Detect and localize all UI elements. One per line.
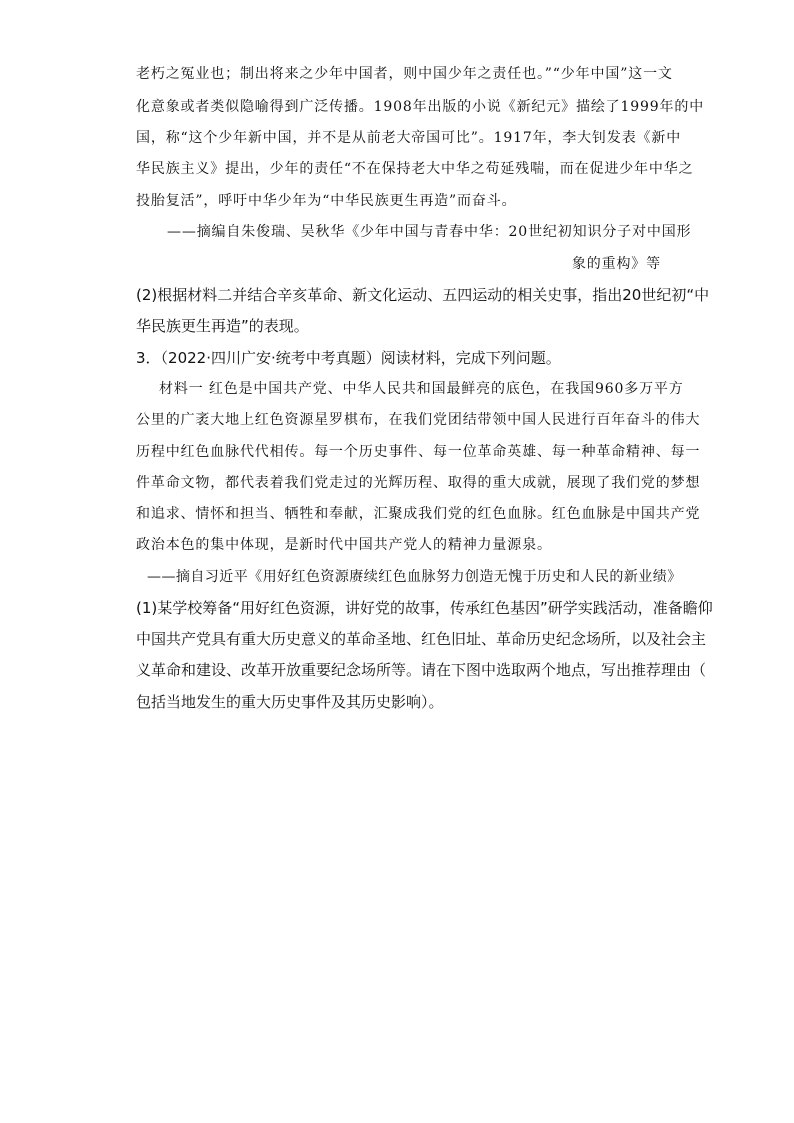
material-one-line: 和追求、情怀和担当、牺牲和奉献，汇聚成我们党的红色血脉。红色血脉是中国共产党 xyxy=(136,506,701,522)
material-two-line: 老朽之冤业也；制出将来之少年中国者，则中国少年之责任也。”“少年中国”这一文 xyxy=(136,66,673,82)
sub-question-one-line: 包括当地发生的重大历史事件及其历史影响）。 xyxy=(136,693,444,711)
sub-question-one-line: (1)某学校筹备“用好红色资源，讲好党的故事，传承红色基因”研学实践活动，准备瞻仰 xyxy=(136,599,713,617)
material-one-line: 件革命文物，都代表着我们党走过的光辉历程、取得的重大成就，展现了我们党的梦想 xyxy=(136,475,701,491)
material-two-line: 化意象或者类似隐喻得到广泛传播。1908年出版的小说《新纪元》描绘了1999年的中 xyxy=(136,99,705,115)
material-two-line: 投胎复活”，呼吁中华少年为“中华民族更生再造”而奋斗。 xyxy=(136,193,517,209)
material-one-line: 历程中红色血脉代代相传。每一个历史事件、每一位革命英雄、每一种革命精神、每一 xyxy=(136,444,701,460)
material-two-line: 华民族主义》提出，少年的责任“不在保持老大中华之苟延残喘，而在促进少年中华之 xyxy=(136,161,694,177)
question-two-line1: (2)根据材料二并结合辛亥革命、新文化运动、五四运动的相关史事，指出20世纪初“中 xyxy=(136,286,710,304)
material-one-line: 材料一 红色是中国共产党、中华人民共和国最鲜亮的底色，在我国960多万平方 xyxy=(159,381,684,397)
sub-question-one-line: 中国共产党具有重大历史意义的革命圣地、红色旧址、革命历史纪念场所，以及社会主 xyxy=(136,630,707,648)
material-two-citation-line1: ——摘编自朱俊瑞、吴秋华《少年中国与青春中华：20世纪初知识分子对中国形 xyxy=(167,224,692,240)
material-one-line: 公里的广袤大地上红色资源星罗棋布，在我们党团结带领中国人民进行百年奋斗的伟大 xyxy=(136,412,701,428)
sub-question-one-line: 义革命和建设、改革开放重要纪念场所等。请在下图中选取两个地点，写出推荐理由（ xyxy=(136,661,707,679)
material-one-line: 政治本色的集中体现，是新时代中国共产党人的精神力量源泉。 xyxy=(136,537,552,553)
material-two-line: 国，称“这个少年新中国，并不是从前老大帝国可比”。1917年，李大钊发表《新中 xyxy=(136,130,682,146)
material-two-citation-line2: 象的重构》等 xyxy=(571,256,661,272)
material-one-citation: ——摘自习近平《用好红色资源赓续红色血脉努力创造无愧于历史和人民的新业绩》 xyxy=(147,569,682,585)
question-two-line2: 华民族更生再造”的表现。 xyxy=(136,317,309,335)
question-three-header: 3．（2022·四川广安·统考中考真题）阅读材料，完成下列问题。 xyxy=(136,349,561,367)
